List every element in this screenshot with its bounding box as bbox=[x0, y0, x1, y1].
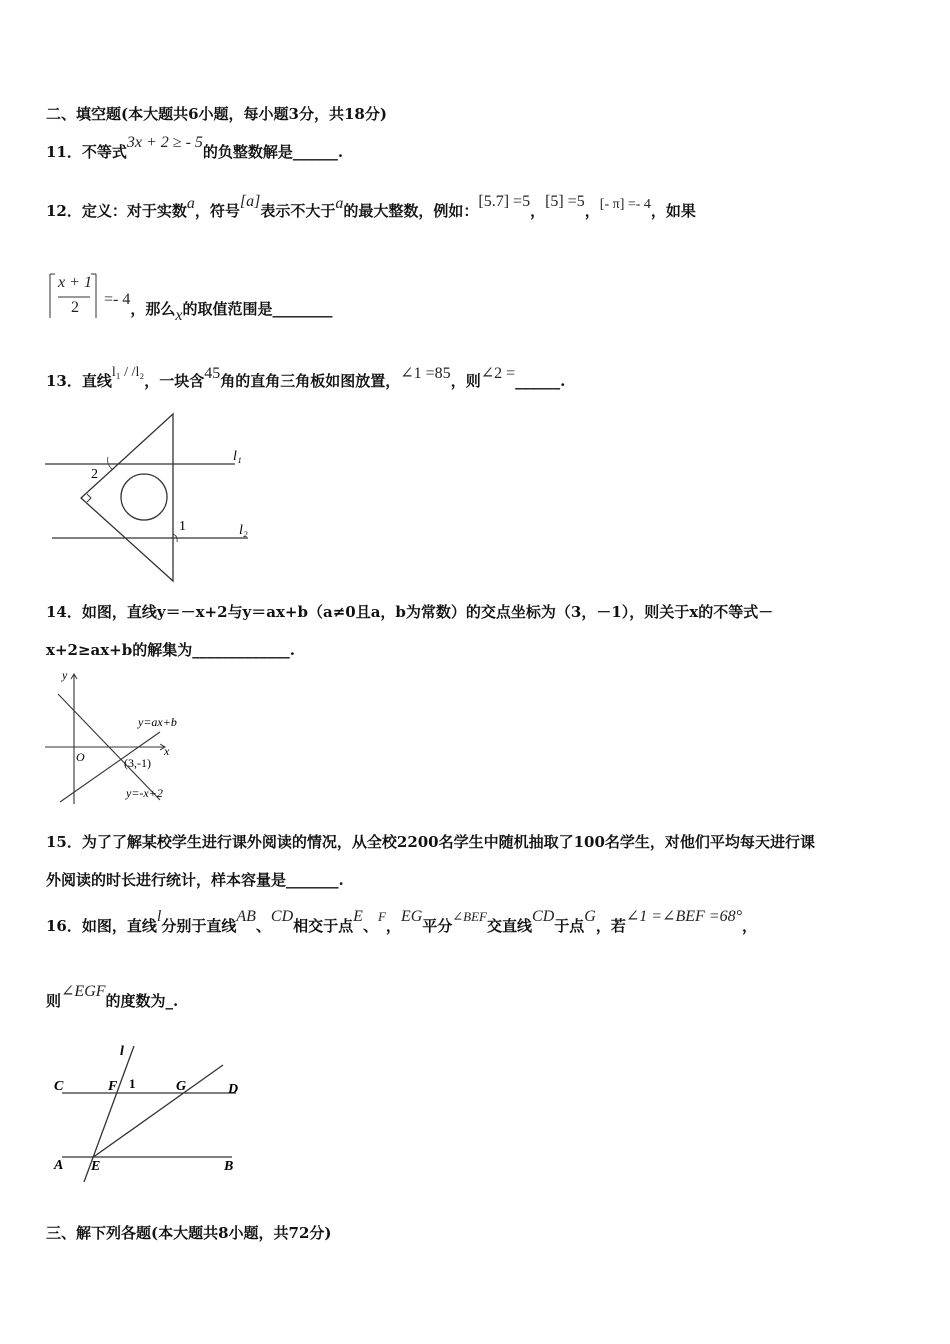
q16-fig-label-e: E bbox=[91, 1159, 101, 1174]
q16-line2-text-1: 则 bbox=[46, 992, 62, 1010]
q13-hole-circle bbox=[121, 474, 167, 520]
q13-right-angle-mark bbox=[87, 494, 91, 502]
q16-text-11: ， bbox=[741, 917, 757, 935]
section-3-title: 三、解下列各题(本大题共8小题，共72分) bbox=[46, 1224, 332, 1242]
q16-text-3: 、 bbox=[255, 917, 271, 935]
q16-cd2: CD bbox=[532, 908, 555, 925]
q12-example-3: [- π] =- 4 bbox=[599, 197, 651, 212]
q12-text-2: ，符号 bbox=[194, 202, 240, 220]
q11-number: 11． bbox=[46, 143, 82, 161]
question-11 bbox=[46, 134, 344, 162]
q14-label-o: O bbox=[76, 750, 85, 764]
q16-text-1: 如图，直线 bbox=[81, 917, 157, 935]
question-16-line-2 bbox=[46, 983, 179, 1011]
q12-var-a: a bbox=[186, 195, 195, 212]
q12-example-2: [5] =5 bbox=[545, 193, 585, 210]
q16-condition: ∠1 =∠BEF =68° bbox=[625, 908, 742, 925]
question-13 bbox=[46, 365, 566, 391]
q16-text-2: 分别于直线 bbox=[161, 917, 237, 935]
q11-text-1: 不等式 bbox=[81, 143, 127, 161]
question-16 bbox=[46, 908, 757, 936]
q16-fig-label-c: C bbox=[54, 1079, 64, 1094]
q13-figure bbox=[40, 410, 260, 590]
question-14-line-1: 14．如图，直线y＝－x+2与y＝ax+b（a≠0且a，b为常数）的交点坐标为（3，－1），则关于x的不等式－ bbox=[46, 603, 774, 621]
q16-text-7: 平分 bbox=[422, 917, 453, 935]
q16-fig-label-a: A bbox=[54, 1158, 64, 1173]
q12-fraction-numerator: x + 1 bbox=[58, 274, 92, 291]
section-2-title: 二、填空题(本大题共6小题，每小题3分，共18分) bbox=[46, 105, 387, 123]
q12-comma-1: ， bbox=[530, 202, 546, 220]
q12-equals: =- 4 bbox=[104, 291, 131, 308]
q16-text-6: ， bbox=[385, 917, 401, 935]
q12-text-4: 的最大整数，例如： bbox=[343, 202, 479, 220]
q13-text-4: ，则 bbox=[450, 372, 481, 390]
q16-line-l: l bbox=[156, 908, 162, 925]
q16-text-10: ，若 bbox=[595, 917, 626, 935]
q13-degree: 45 bbox=[204, 365, 221, 382]
q13-angle-2: ∠2 = bbox=[480, 365, 516, 382]
q16-text-5: 、 bbox=[362, 917, 378, 935]
q11-text-2: 的负整数解是______. bbox=[202, 143, 344, 161]
q16-fig-label-l: l bbox=[120, 1044, 124, 1059]
q16-g: G bbox=[584, 908, 596, 925]
q13-label-l2: l₂ bbox=[239, 523, 248, 538]
q13-label-1: 1 bbox=[179, 519, 186, 534]
question-14-line-2: x+2≥ax+b的解集为_____________. bbox=[46, 641, 295, 659]
q16-fig-label-d: D bbox=[228, 1082, 239, 1097]
q12-condition bbox=[104, 291, 333, 324]
q16-ab: AB bbox=[236, 908, 256, 925]
q12-text-3: 表示不大于 bbox=[260, 202, 336, 220]
q12-var-x: x bbox=[175, 307, 183, 324]
q16-line2-text-2: 的度数为_. bbox=[105, 992, 179, 1010]
q12-text-6: ，那么 bbox=[130, 300, 176, 318]
q14-label-line-a: y=ax+b bbox=[138, 715, 177, 729]
q16-number: 16． bbox=[46, 917, 82, 935]
q12-number: 12． bbox=[46, 202, 82, 220]
q14-figure bbox=[40, 664, 200, 808]
q11-inequality: 3x + 2 ≥ - 5 bbox=[126, 134, 203, 151]
q12-text-7: 的取值范围是________ bbox=[182, 300, 333, 318]
q16-e: E bbox=[353, 908, 363, 925]
q16-bef: ∠BEF bbox=[452, 909, 487, 924]
question-15-line-1: 15．为了了解某校学生进行课外阅读的情况，从全校2200名学生中随机抽取了100名学生，对他们平均每天进行课 bbox=[46, 833, 815, 851]
q13-angle-1: ∠1 =85 bbox=[400, 365, 451, 382]
q13-text-5: ______. bbox=[515, 372, 566, 390]
q16-egf: ∠EGF bbox=[61, 983, 106, 1000]
q12-comma-2: ， bbox=[584, 202, 600, 220]
q13-triangle bbox=[81, 414, 173, 581]
q14-label-point: (3,-1) bbox=[124, 756, 151, 770]
q13-parallel: l₁ / /l₂ bbox=[111, 365, 145, 380]
q16-figure bbox=[48, 1040, 248, 1190]
q12-floor-a: [a] bbox=[239, 193, 261, 210]
q16-fig-label-f: F bbox=[108, 1079, 118, 1094]
q16-fig-label-1: 1 bbox=[129, 1076, 136, 1091]
q13-text-3: 角的直角三角板如图放置， bbox=[220, 372, 401, 390]
question-15-line-2: 外阅读的时长进行统计，样本容量是_______. bbox=[46, 871, 344, 889]
q13-number: 13． bbox=[46, 372, 82, 390]
q13-text-1: 直线 bbox=[81, 372, 112, 390]
q16-text-9: 于点 bbox=[554, 917, 585, 935]
q12-fraction-denominator: 2 bbox=[71, 299, 79, 316]
question-12 bbox=[46, 193, 696, 221]
q16-fig-label-b: B bbox=[224, 1159, 234, 1174]
q14-label-y: y bbox=[62, 668, 68, 682]
q12-text-5: ，如果 bbox=[650, 202, 696, 220]
q14-label-x: x bbox=[164, 744, 170, 758]
q13-label-2: 2 bbox=[91, 467, 98, 482]
q16-cd: CD bbox=[270, 908, 294, 925]
q16-text-8: 交直线 bbox=[487, 917, 533, 935]
q16-fig-label-g: G bbox=[176, 1079, 187, 1094]
q12-example-1: [5.7] =5 bbox=[478, 193, 531, 210]
q12-var-a2: a bbox=[335, 195, 344, 212]
q13-text-2: ，一块含 bbox=[144, 372, 205, 390]
q14-label-line-b: y=-x+2 bbox=[126, 786, 163, 800]
q16-text-4: 相交于点 bbox=[293, 917, 354, 935]
q13-label-l1: l₁ bbox=[233, 449, 242, 464]
q16-f: F bbox=[377, 909, 386, 924]
q12-text-1: 定义：对于实数 bbox=[81, 202, 187, 220]
q16-eg: EG bbox=[400, 908, 423, 925]
